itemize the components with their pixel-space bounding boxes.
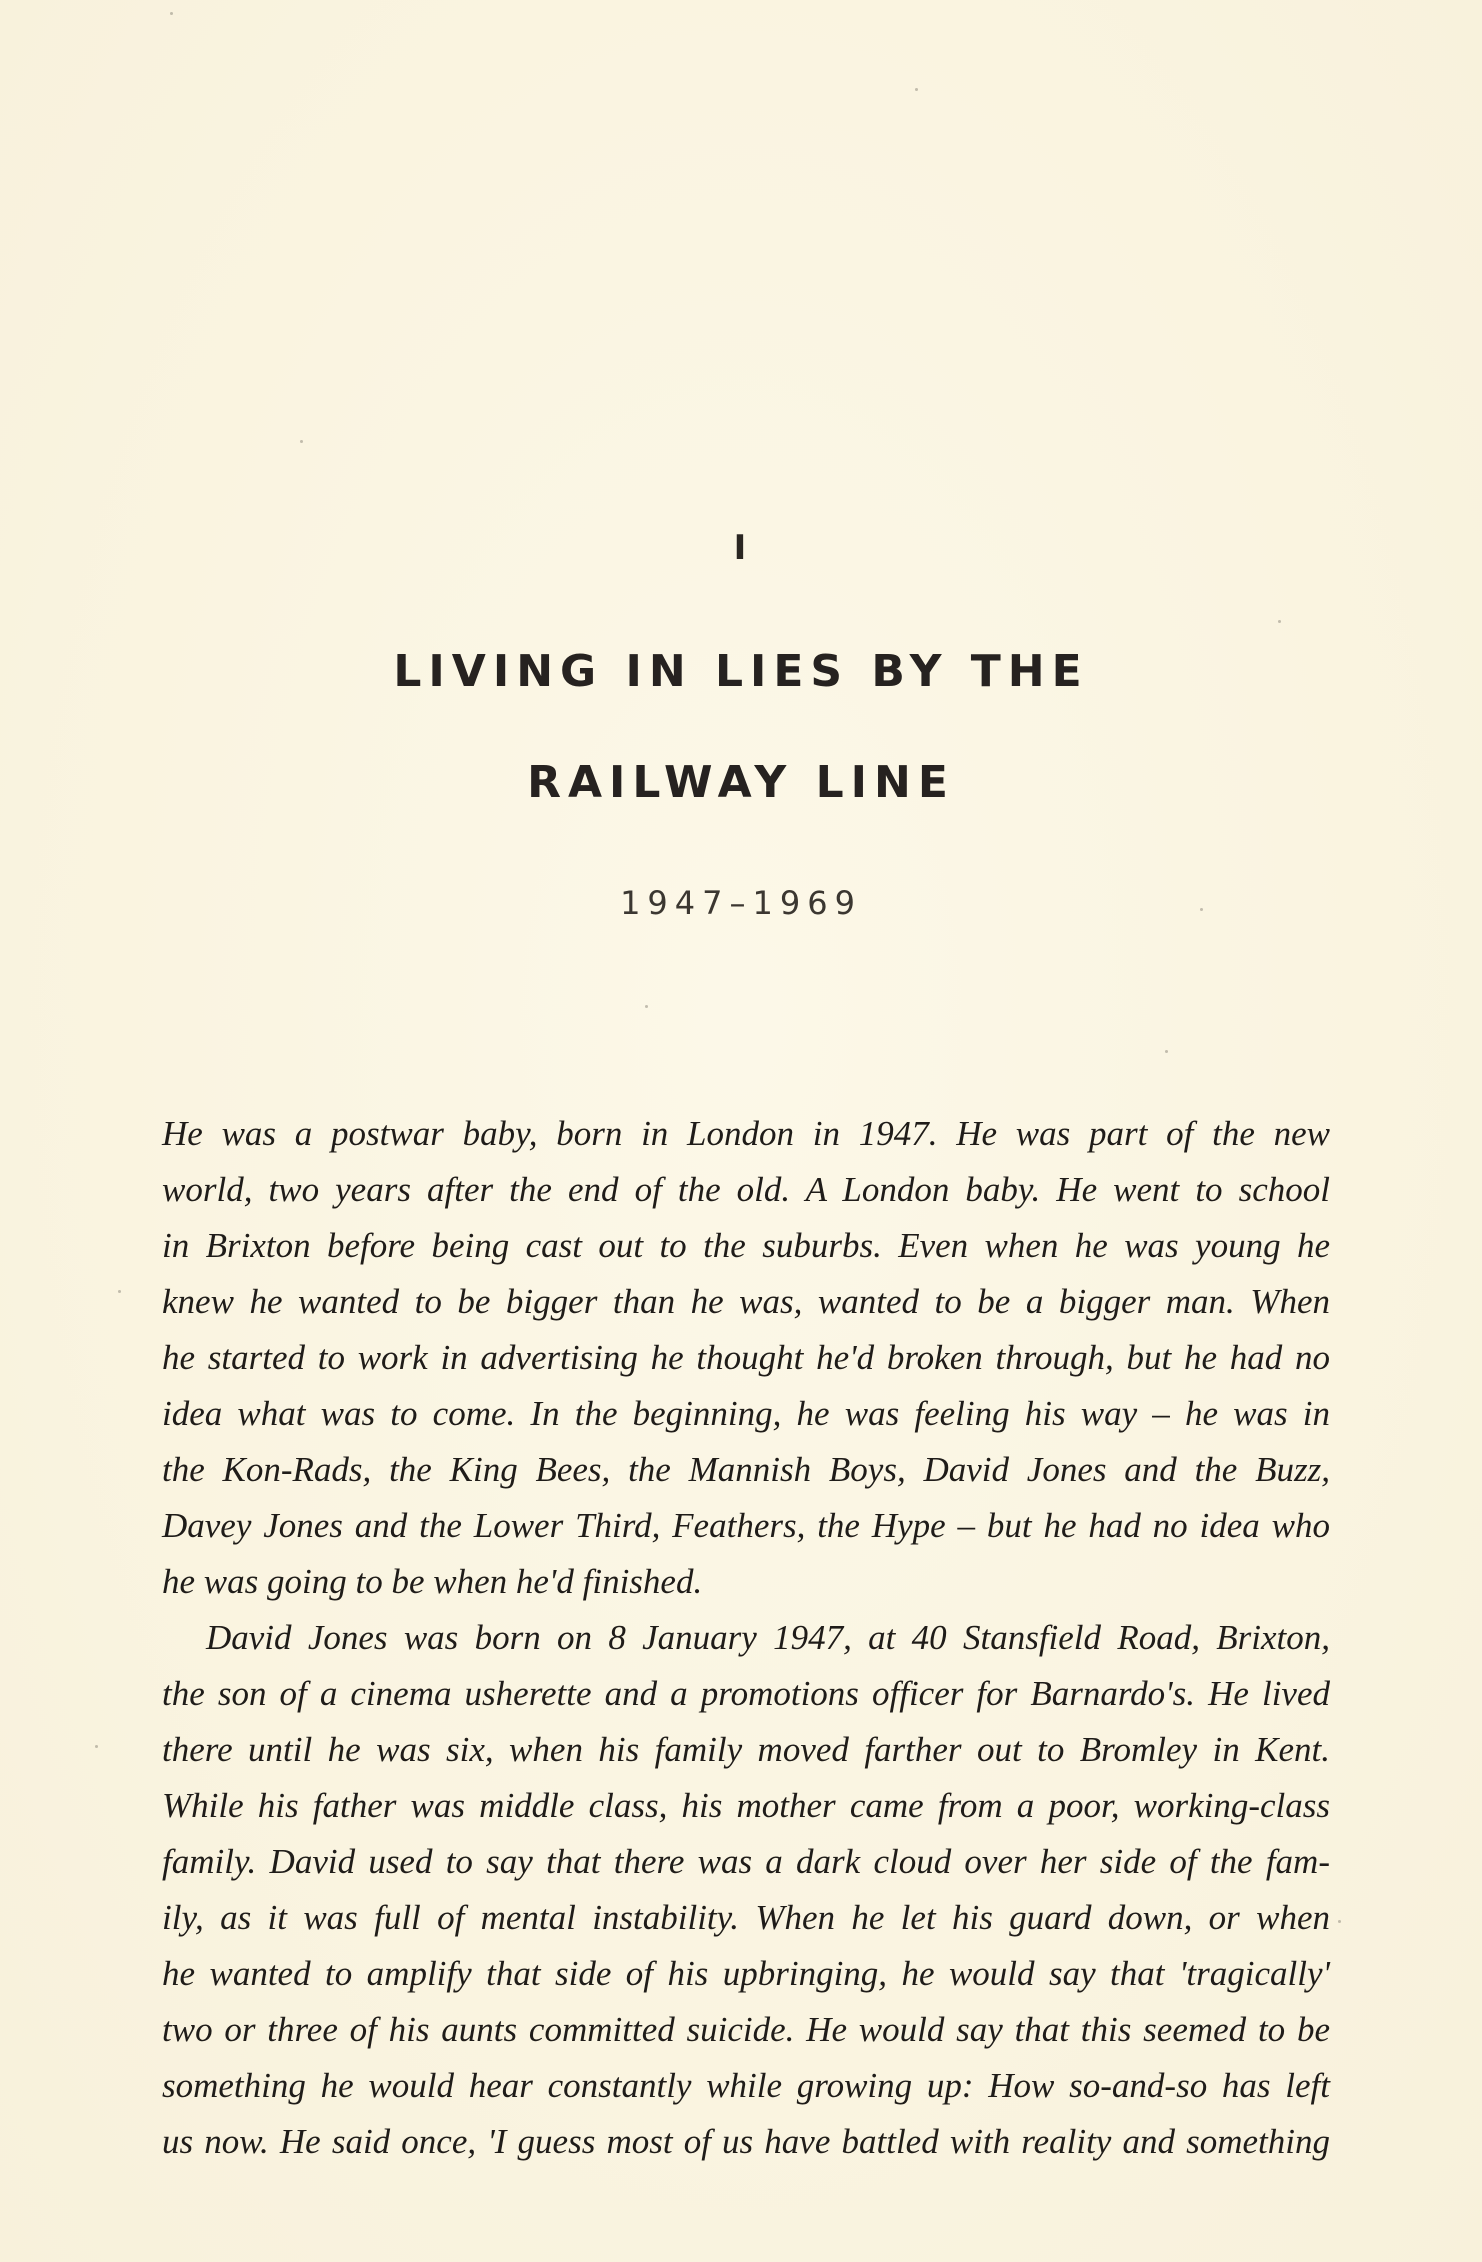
text-line: there until he was six, when his family moved farther out to Bromley in Kent. <box>162 1730 1330 1769</box>
paper-speck <box>1278 620 1281 623</box>
text-line: ily, as it was full of mental instability. When he let his guard down, or when <box>162 1898 1330 1937</box>
text-line: something he would hear constantly while growing up: How so-and-so has left <box>162 2066 1330 2105</box>
text-line: While his father was middle class, his mother came from a poor, working-class <box>162 1786 1330 1825</box>
paper-speck <box>915 88 918 91</box>
text-line: the Kon-Rads, the King Bees, the Mannish Boys, David Jones and the Buzz, <box>162 1450 1330 1489</box>
paper-speck <box>170 12 173 15</box>
text-line: us now. He said once, 'I guess most of us have battled with reality and something <box>162 2122 1330 2161</box>
text-line: family. David used to say that there was a dark cloud over her side of the fam- <box>162 1842 1330 1881</box>
chapter-title-line-1: LIVING IN LIES BY THE <box>393 646 1089 697</box>
paper-speck <box>1338 1920 1341 1923</box>
text-line: he started to work in advertising he thought he'd broken through, but he had no <box>162 1338 1330 1377</box>
text-line: knew he wanted to be bigger than he was, wanted to be a bigger man. When <box>162 1282 1330 1321</box>
paper-speck <box>1200 908 1203 911</box>
paper-speck <box>1165 1050 1168 1053</box>
text-line: Davey Jones and the Lower Third, Feathers, the Hype – but he had no idea who <box>162 1506 1330 1545</box>
paper-speck <box>300 440 303 443</box>
chapter-number: I <box>733 528 749 568</box>
text-line: in Brixton before being cast out to the suburbs. Even when he was young he <box>162 1226 1330 1265</box>
text-line: He was a postwar baby, born in London in 1947. He was part of the new <box>162 1114 1330 1153</box>
text-line: two or three of his aunts committed suicide. He would say that this seemed to be <box>162 2010 1330 2049</box>
chapter-title-line-2: RAILWAY LINE <box>527 757 955 808</box>
text-line: world, two years after the end of the old. A London baby. He went to school <box>162 1170 1330 1209</box>
paper-speck <box>645 1005 648 1008</box>
text-line: idea what was to come. In the beginning, he was feeling his way – he was in <box>162 1394 1330 1433</box>
chapter-years: 1947–1969 <box>620 884 862 922</box>
text-line: David Jones was born on 8 January 1947, at 40 Stansfield Road, Brixton, <box>206 1618 1330 1657</box>
text-line: he was going to be when he'd finished. <box>162 1562 703 1601</box>
text-line: he wanted to amplify that side of his upbringing, he would say that 'tragically' <box>162 1954 1330 1993</box>
paper-speck <box>95 1745 98 1748</box>
paper-speck <box>118 1290 121 1293</box>
text-line: the son of a cinema usherette and a promotions officer for Barnardo's. He lived <box>162 1674 1330 1713</box>
